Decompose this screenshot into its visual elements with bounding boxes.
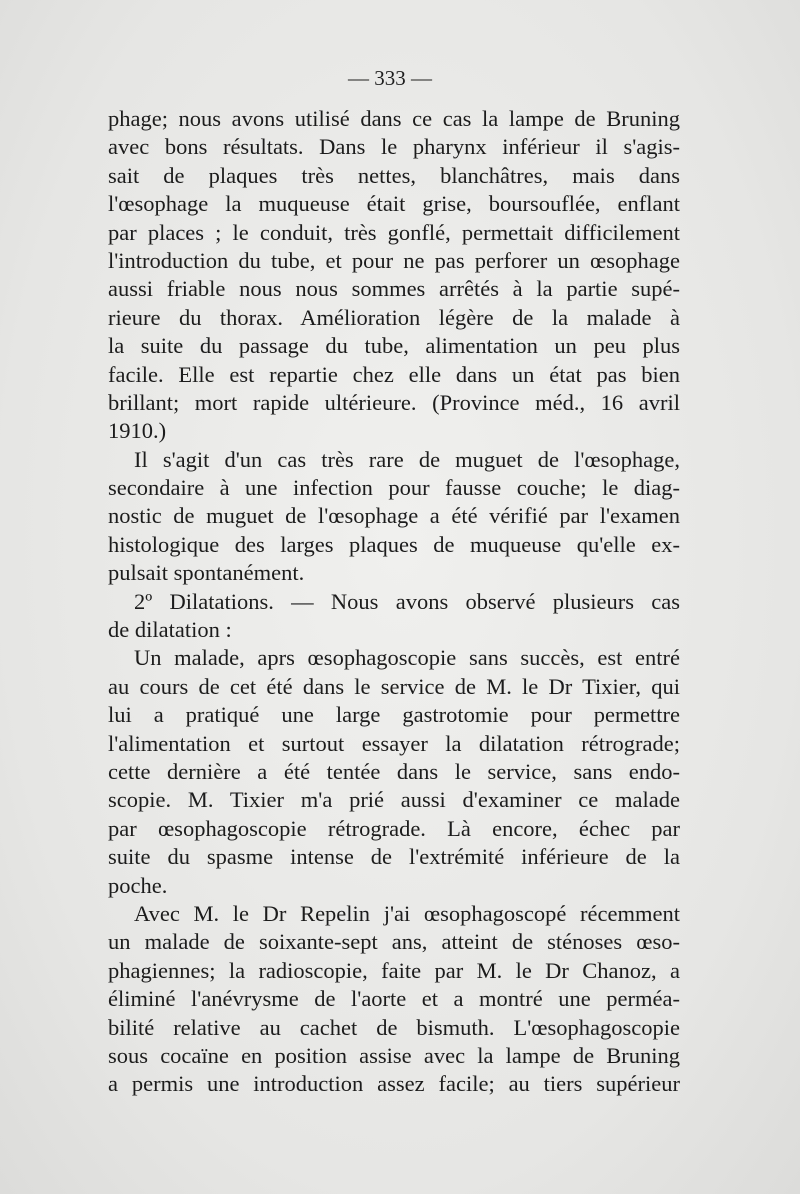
text-line: l'alimentation et surtout essayer la dilatation rétrograde;: [108, 730, 680, 756]
page-number: — 333 —: [348, 66, 432, 90]
text-line: poche.: [108, 872, 168, 898]
text-line: nostic de muguet de l'œsophage a été vérifié par l'examen: [108, 503, 680, 529]
text-line: 2º Dilatations. — Nous avons observé plusieurs cas: [134, 588, 680, 614]
text-line: sait de plaques très nettes, blanchâtres, mais dans: [108, 162, 680, 188]
text-line: rieure du thorax. Amélioration légère de la malade à: [108, 304, 680, 330]
text-line: phage; nous avons utilisé dans ce cas la lampe de Bruning: [108, 106, 680, 131]
text-line: cette dernière a été tentée dans le service, sans endo-: [108, 758, 680, 784]
text-line: l'œsophage la muqueuse était grise, boursouflée, enflant: [108, 191, 680, 217]
text-line: par œsophagoscopie rétrograde. Là encore, échec par: [108, 815, 680, 841]
text-line: a permis une introduction assez facile; au tiers supérieur: [108, 1071, 680, 1097]
text-line: Un malade, aprs œsophagoscopie sans succès, est entré: [134, 645, 680, 671]
text-line: sous cocaïne en position assise avec la lampe de Bruning: [108, 1042, 680, 1068]
text-line: par places ; le conduit, très gonflé, permettait difficilement: [108, 219, 680, 245]
text-line: 1910.): [108, 418, 167, 444]
text-line: pulsait spontanément.: [108, 560, 305, 586]
text-line: éliminé l'anévrysme de l'aorte et a montré une perméa-: [108, 986, 680, 1012]
text-line: aussi friable nous nous sommes arrêtés à la partie supé-: [108, 276, 680, 302]
text-line: lui a pratiqué une large gastrotomie pour permettre: [108, 702, 680, 728]
text-line: bilité relative au cachet de bismuth. L'œsophagoscopie: [108, 1014, 680, 1040]
text-line: la suite du passage du tube, alimentation un peu plus: [108, 333, 680, 359]
text-line: Il s'agit d'un cas très rare de muguet de l'œsophage,: [134, 446, 680, 472]
text-line: scopie. M. Tixier m'a prié aussi d'examiner ce malade: [108, 787, 680, 813]
text-line: suite du spasme intense de l'extrémité inférieure de la: [108, 844, 680, 870]
text-line: secondaire à une infection pour fausse couche; le diag-: [108, 475, 680, 501]
text-line: facile. Elle est repartie chez elle dans un état pas bien: [108, 361, 680, 387]
text-line: Avec M. le Dr Repelin j'ai œsophagoscopé récemment: [134, 900, 680, 926]
text-line: avec bons résultats. Dans le pharynx inférieur il s'agis-: [108, 134, 680, 160]
text-line: histologique des larges plaques de muqueuse qu'elle ex-: [108, 531, 680, 557]
text-line: de dilatation :: [108, 617, 232, 643]
text-line: au cours de cet été dans le service de M. le Dr Tixier, qui: [108, 673, 680, 699]
body-text: [108, 105, 680, 1099]
text-line: l'introduction du tube, et pour ne pas perforer un œsophage: [108, 247, 680, 273]
text-line: un malade de soixante-sept ans, atteint de sténoses œso-: [108, 929, 680, 955]
text-line: phagiennes; la radioscopie, faite par M. le Dr Chanoz, a: [108, 957, 680, 983]
text-line: brillant; mort rapide ultérieure. (Province méd., 16 avril: [108, 389, 680, 415]
